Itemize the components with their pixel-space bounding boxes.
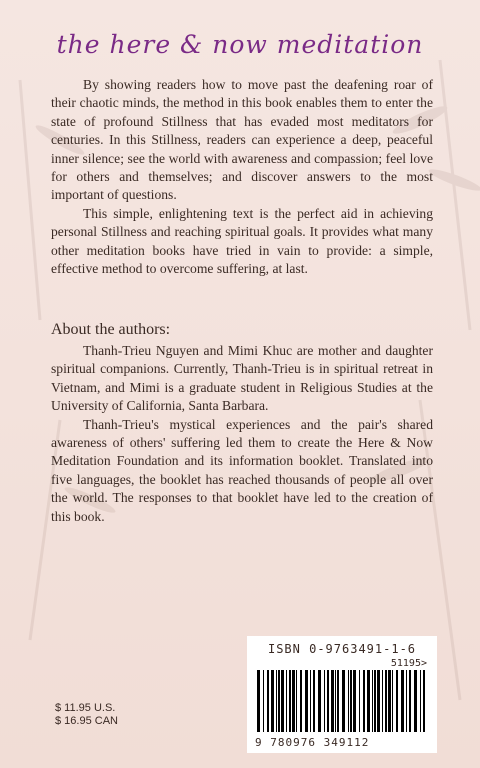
barcode-bars bbox=[255, 670, 429, 734]
ean-number: 9 780976 349112 bbox=[255, 736, 370, 749]
about-section bbox=[51, 342, 433, 526]
isbn-number: ISBN 0-9763491-1-6 bbox=[267, 642, 417, 656]
price-code: 51195> bbox=[390, 658, 427, 669]
about-paragraph: Thanh-Trieu Nguyen and Mimi Khuc are mother and daughter spiritual companions. Currently, Thanh-Trieu is in spiritual retreat in Vietnam, and Mimi is a graduate student in Religious Studies at the University of California, Santa Barbara. bbox=[51, 343, 433, 414]
price-can: $ 16.95 CAN bbox=[55, 715, 118, 727]
price-block bbox=[55, 702, 118, 728]
about-authors-heading: About the authors: bbox=[51, 321, 171, 338]
intro-paragraph: This simple, enlightening text is the perfect aid in achieving personal Stillness and reaching spiritual goals. It provides what many other meditation books have tried in vain to provide: a simple, effective method to overcome suffering, at last. bbox=[51, 205, 433, 277]
about-paragraph: Thanh-Trieu's mystical experiences and the pair's shared awareness of others' suffering led them to create the Here & Now Meditation Foundation and its information booklet. Translated into five languages, the booklet has reached thousands of people all over the world. The responses to that booklet have led to the creation of this book. bbox=[51, 416, 433, 524]
intro-paragraph: By showing readers how to move past the deafening roar of their chaotic minds, the method in this book enables them to enter the state of profound Stillness that has evaded most meditators for centuries. In this Stillness, readers can experience a deep, peaceful inner silence; see the world with awareness and compassion; feel love for others and themselves; and discover answers to the most important of questions. bbox=[51, 77, 433, 203]
price-us: $ 11.95 U.S. bbox=[55, 702, 116, 714]
intro-section bbox=[51, 76, 433, 278]
isbn-barcode bbox=[247, 636, 437, 753]
book-title: the here & now meditation bbox=[56, 30, 424, 59]
